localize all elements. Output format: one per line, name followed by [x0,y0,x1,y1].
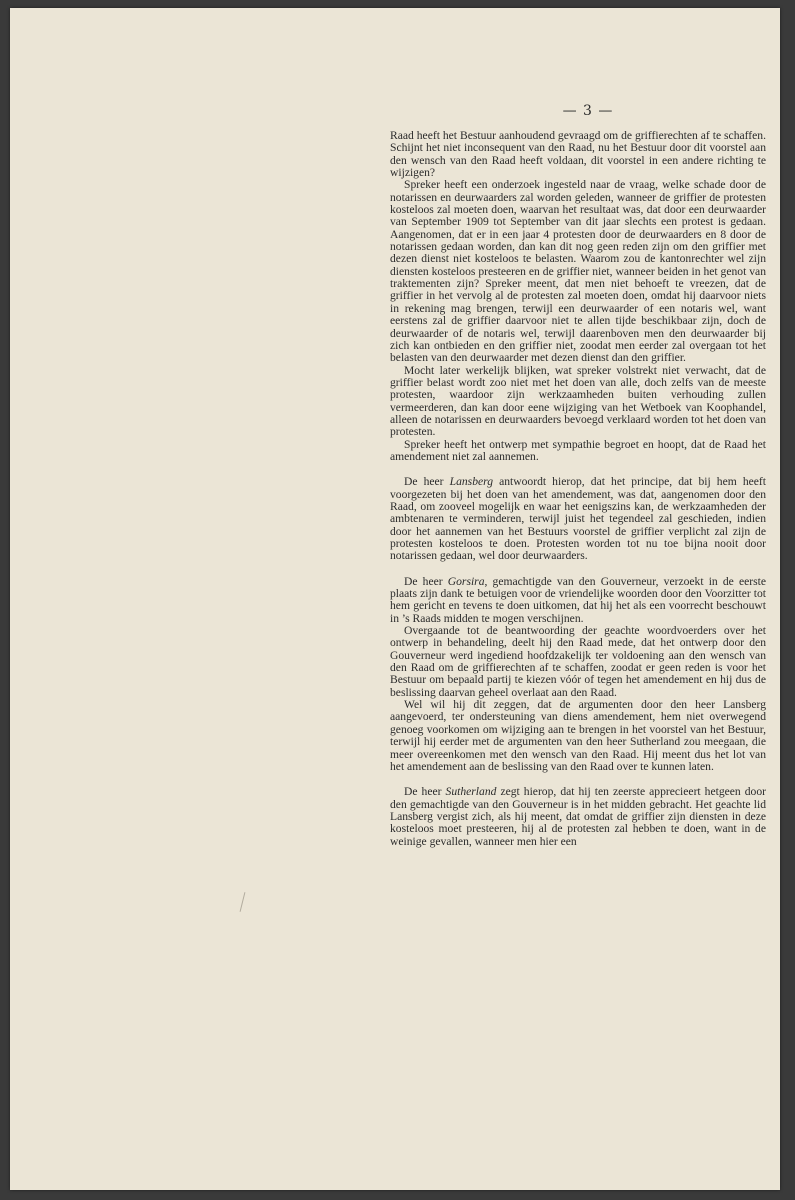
speaker-name: Gorsira [447,574,485,588]
paragraph [390,625,766,699]
paragraph-text: De heer [404,785,446,799]
paragraph-text: Wel wil hij dit zeggen, dat de argumenten door den heer Lansberg aangevoerd, ter ondersteuning van diens amendement, hem niet overwegend genoeg voorkomen om wijziging aan te brengen in het voorstel van het Bestuur, terwijl hij eerder met de argumenten van den heer Sutherland zou meegaan, die meer overeenkomen met den wensch van den Raad. Hij meent dus het lot van het amendement aan de beslissing van den Raad over te kunnen laten. [390,698,766,773]
paragraph [390,576,766,625]
paragraph-text: Mocht later werkelijk blijken, wat spreker volstrekt niet verwacht, dat de griffier belast wordt zoo niet met het doen van alle, doch zelfs van de meeste protesten, waardoor zijn werkzaamheden buiten verhouding zullen vermeerderen, dan kan door eene wijziging van het Wetboek van Koophandel, alleen de notarissen en deurwaarders bevoegd verklaard worden tot het doen van protesten. [390,363,766,439]
paragraph [390,476,766,562]
paragraph-text: , gemachtigde van den Gouverneur, verzoekt in de eerste plaats zijn dank te betuigen voor de vriendelijke woorden door den Voorzitter tot hem gericht en tevens te doen uitkomen, dat hij het als een voorrecht beschouwt in ’s Raads midden te mogen verschijnen. [390,574,766,625]
paragraph [390,786,766,848]
page-number: — 3 — [562,103,614,119]
paragraph-text: Overgaande tot de beantwoording der geachte woordvoerders over het ontwerp in behandeling, deelt hij den Raad mede, dat het ontwerp door den Gouverneur werd ingediend hoofdzakelijk ter voldoening aan den wensch van den Raad om de griffierechten af te schaffen, zoodat er geen reden is voor het Bestuur om bepaald partij te kiezen vóór of tegen het amendement en hij dus de beslissing daarvan geheel overlaat aan den Raad. [390,624,766,699]
paragraph-text: Raad heeft het Bestuur aanhoudend gevraagd om de griffierechten af te schaffen. Schijnt het niet inconsequent van den Raad, nu het Bestuur door dit voorstel aan den wensch van den Raad heeft voldaan, dit voorstel in een andere richting te wijzigen? [390,129,766,180]
paragraph-text: Spreker heeft een onderzoek ingesteld naar de vraag, welke schade door de notarissen en deurwaarders zal worden geleden, wanneer de griffier de protesten kosteloos zal moeten doen, waarvan het resultaat was, dat door een deurwaarder van September 1909 tot September van dit jaar slechts een protest is gedaan. Aangenomen, dat er in een jaar 4 protesten door de deurwaarders en 8 door de notarissen gedaan worden, dan kan dit nog geen reden zijn om den griffier met dezen dienst niet kosteloos te belasten. Waarom zou de kantonrechter wel zijn diensten kosteloos presteeren en de griffier niet, wanneer beiden in het genot van traktementen zijn? Spreker meent, dat men niet behoeft te vreezen, dat de griffier in het vervolg al de protesten zal moeten doen, omdat hij daarvoor niets in rekening mag brengen, terwijl een deurwaarder of een notaris wel, want eerstens zal de griffier daarvoor niet te allen tijde beschikbaar zijn, doch de deurwaarder of de notaris wel, terwijl daarenboven men den deurwaarder bij zich kan ontbieden en den griffier niet, zoodat men eerder zal overgaan tot het belasten van den deurwaarder met dezen dienst dan den griffier. [390,178,766,365]
paragraph [390,439,766,464]
paragraph-text: Spreker heeft het ontwerp met sympathie begroet en hoopt, dat de Raad het amendement niet zal aannemen. [390,437,766,463]
speaker-name: Lansberg [449,475,494,489]
paragraph-text: antwoordt hierop, dat het principe, dat bij hem heeft voorgezeten bij het doen van het amendement, was dat, aangenomen door den Raad, om zooveel mogelijk en waar het eenigszins kan, de werkzaamheden der ambtenaren te verminderen, terwijl juist het tegendeel zal geschieden, indien door het aannemen van het Bestuurs voorstel de griffier verplicht zal zijn de protesten kosteloos te doen. Protesten worden tot nu toe bijna nooit door notarissen gedaan, wel door deurwaarders. [390,475,767,563]
margin-mark [240,892,246,912]
paragraph [390,179,766,364]
paragraph [390,365,766,439]
speaker-name: Sutherland [445,785,497,799]
paragraph-text: zegt hierop, dat hij ten zeerste apprecieert hetgeen door den gemachtigde van den Gouverneur is in het midden gebracht. Het geachte lid Lansberg vergist zich, als hij meent, dat omdat de griffier zijn diensten in deze kosteloos moet presteeren, hij al de protesten zal hebben te doen, want in de weinige gevallen, wanneer men hier een [390,785,767,848]
paragraph [390,699,766,773]
document-page [10,8,780,1190]
text-column [390,130,766,848]
paragraph [390,130,766,179]
paragraph-text: De heer [404,574,448,588]
paragraph-text: De heer [404,475,450,489]
